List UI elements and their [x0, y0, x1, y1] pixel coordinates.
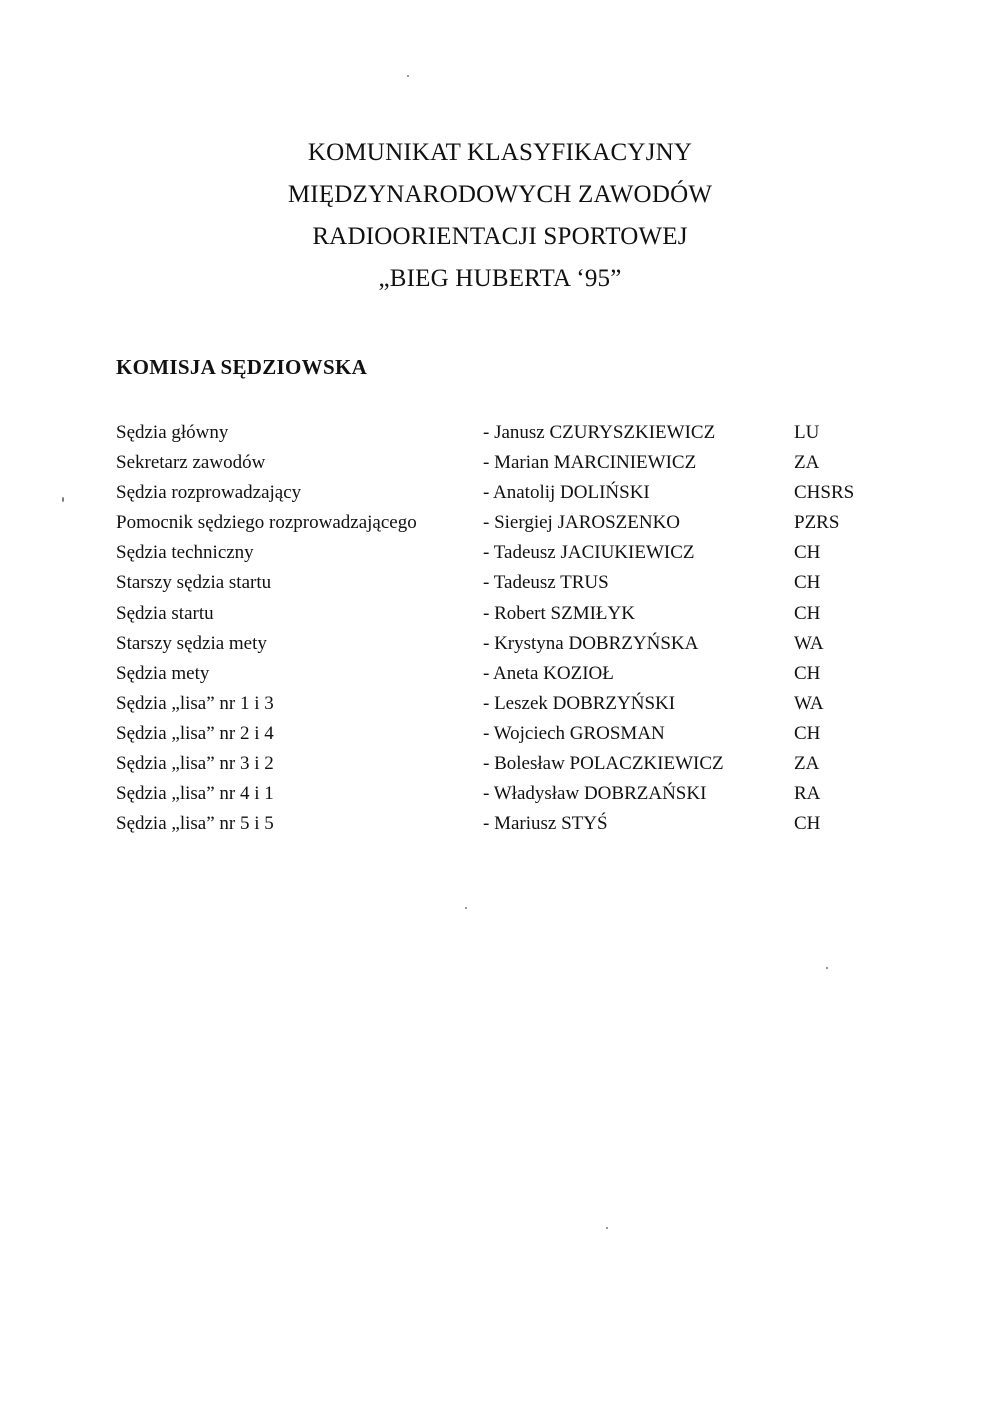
jury-list	[116, 418, 896, 839]
jury-role: Sędzia „lisa” nr 5 i 5	[116, 813, 274, 835]
jury-role: Sędzia główny	[116, 422, 229, 443]
jury-name: - Leszek DOBRZYŃSKI	[483, 692, 676, 714]
section-heading: KOMISJA SĘDZIOWSKA	[116, 355, 368, 379]
jury-name: - Krystyna DOBRZYŃSKA	[483, 632, 699, 654]
jury-row	[116, 538, 896, 568]
jury-row	[116, 599, 896, 629]
jury-role: Starszy sędzia startu	[116, 572, 272, 594]
jury-row	[116, 809, 896, 839]
jury-row	[116, 779, 896, 809]
jury-club: CHSRS	[794, 482, 855, 504]
jury-club: LU	[794, 422, 820, 443]
jury-role: Sędzia rozprowadzający	[116, 482, 302, 504]
jury-role: Sędzia „lisa” nr 3 i 2	[116, 753, 274, 775]
jury-name: - Wojciech GROSMAN	[483, 722, 665, 744]
jury-name: - Aneta KOZIOŁ	[483, 662, 614, 684]
jury-club: CH	[794, 602, 821, 624]
jury-row	[116, 719, 896, 749]
jury-name: - Władysław DOBRZAŃSKI	[483, 783, 707, 805]
document-title	[0, 132, 1000, 300]
jury-club: WA	[794, 632, 824, 654]
jury-club: WA	[794, 692, 824, 714]
jury-row	[116, 629, 896, 659]
jury-role: Sekretarz zawodów	[116, 452, 266, 474]
jury-role: Sędzia „lisa” nr 1 i 3	[116, 692, 274, 714]
jury-club: ZA	[794, 452, 820, 474]
title-line-3: RADIOORIENTACJI SPORTOWEJ	[312, 223, 688, 250]
scan-speck	[407, 75, 409, 77]
scan-speck	[465, 907, 467, 909]
jury-club: CH	[794, 662, 821, 684]
jury-row	[116, 749, 896, 779]
jury-name: - Janusz CZURYSZKIEWICZ	[483, 422, 716, 443]
scan-speck	[606, 1227, 608, 1229]
jury-name: - Mariusz STYŚ	[483, 813, 608, 835]
jury-name: - Bolesław POLACZKIEWICZ	[483, 753, 724, 775]
jury-row	[116, 418, 896, 448]
title-line-2: MIĘDZYNARODOWYCH ZAWODÓW	[287, 181, 713, 208]
jury-role: Sędzia startu	[116, 602, 214, 624]
jury-role: Sędzia mety	[116, 662, 210, 684]
jury-club: PZRS	[794, 512, 840, 534]
jury-club: CH	[794, 813, 821, 835]
jury-club: CH	[794, 722, 821, 744]
title-line-4: „BIEG HUBERTA ‘95”	[378, 265, 622, 292]
jury-row	[116, 508, 896, 538]
jury-role: Sędzia techniczny	[116, 542, 254, 564]
jury-row	[116, 689, 896, 719]
jury-name: - Marian MARCINIEWICZ	[483, 452, 697, 474]
scan-speck	[62, 497, 64, 502]
jury-role: Pomocnik sędziego rozprowadzającego	[116, 512, 417, 534]
scan-speck	[826, 967, 828, 969]
jury-row	[116, 568, 896, 598]
jury-name: - Tadeusz JACIUKIEWICZ	[483, 542, 695, 564]
jury-name: - Tadeusz TRUS	[483, 572, 609, 594]
title-line-1: KOMUNIKAT KLASYFIKACYJNY	[307, 139, 693, 166]
jury-club: CH	[794, 542, 821, 564]
jury-club: RA	[794, 783, 821, 805]
jury-club: ZA	[794, 753, 820, 775]
jury-club: CH	[794, 572, 821, 594]
jury-name: - Robert SZMIŁYK	[483, 602, 635, 624]
jury-name: - Anatolij DOLIŃSKI	[483, 482, 650, 504]
jury-role: Sędzia „lisa” nr 4 i 1	[116, 783, 274, 805]
jury-row	[116, 478, 896, 508]
jury-role: Starszy sędzia mety	[116, 632, 267, 654]
jury-row	[116, 448, 896, 478]
jury-row	[116, 659, 896, 689]
jury-name: - Siergiej JAROSZENKO	[483, 512, 681, 534]
jury-role: Sędzia „lisa” nr 2 i 4	[116, 722, 274, 744]
